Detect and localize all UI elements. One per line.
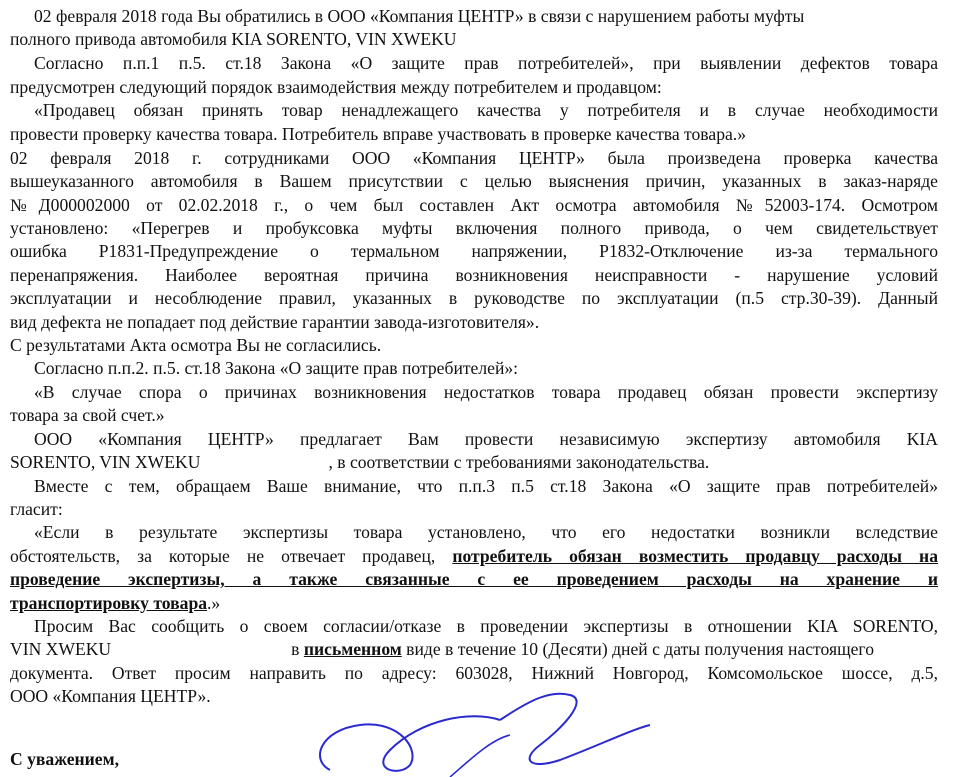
para2-line2: предусмотрен следующий порядок взаимодействия между потребителем и продавцом:	[10, 77, 662, 97]
signature-stroke-2	[500, 694, 650, 764]
para6-line1: ООО «Компания ЦЕНТР» предлагает Вам провести независимую экспертизу автомобиля KIA	[34, 429, 938, 449]
para7-line2: гласит:	[10, 499, 63, 519]
quote3-line4: транспортировку товара.»	[10, 593, 221, 613]
para4: С результатами Акта осмотра Вы не согласились.	[10, 335, 382, 355]
para8-line4: ООО «Компания ЦЕНТР».	[10, 686, 211, 706]
para8-line1: Просим Вас сообщить о своем согласии/отказе в проведении экспертизы в отношении KIA SORENTO,	[34, 616, 938, 636]
para3-line6: перенапряжения. Наиболее вероятная причина возникновения неисправности - нарушение условий	[10, 265, 938, 285]
quote2-line1: «В случае спора о причинах возникновения недостатков товара продавец обязан провести экспертизу	[34, 382, 938, 402]
para3-line1: 02 февраля 2018 г. сотрудниками ООО «Компания ЦЕНТР» была произведена проверка качества	[10, 148, 938, 168]
quote3-line1: «Если в результате экспертизы товара установлено, что его недостатки возникли вследствие	[34, 522, 938, 542]
para2-line1: Согласно п.п.1 п.5. ст.18 Закона «О защите прав потребителей», при выявлении дефектов товара	[34, 53, 938, 73]
para8-line3: документа. Ответ просим направить по адресу: 603028, Нижний Новгород, Комсомольское шоссе, д.5,	[10, 663, 938, 683]
para6-line2: SORENTO, VIN XWEKU , в соответствии с требованиями законодательства.	[10, 452, 710, 472]
quote3-line3: проведение экспертизы, а также связанные с ее проведением расходы на хранение и	[10, 569, 938, 589]
para8-line2: VIN XWEKU в письменном виде в течение 10 (Десяти) дней с даты получения настоящего	[10, 639, 875, 659]
para1-line2: полного привода автомобиля KIA SORENTO, VIN XWEKU	[10, 29, 457, 49]
para3-line2: вышеуказанного автомобиля в Вашем присутствии с целью выяснения причин, указанных в заказ-наряде	[10, 171, 938, 191]
quote3-line2: обстоятельств, за которые не отвечает продавец, потребитель обязан возместить продавцу расходы на	[10, 546, 938, 566]
quote1-line2: провести проверку качества товара. Потребитель вправе участвовать в проверке качества товара.»	[10, 124, 746, 144]
para1-line1: 02 февраля 2018 года Вы обратились в ООО «Компания ЦЕНТР» в связи с нарушением работы муфты	[34, 6, 805, 26]
para3-line3: №Д000002000 от 02.02.2018 г., о чем был составлен Акт осмотра автомобиля №52003-174. Осмотром	[10, 195, 938, 215]
quote1-line1: «Продавец обязан принять товар ненадлежащего качества у потребителя и в случае необходимости	[34, 100, 938, 120]
para5: Согласно п.п.2. п.5. ст.18 Закона «О защите прав потребителей»:	[34, 358, 519, 378]
signature-stroke-1	[320, 716, 500, 771]
closing-greeting: С уважением,	[10, 749, 119, 769]
quote2-line2: товара за свой счет.»	[10, 405, 165, 425]
para3-line7: эксплуатации и несоблюдение правил, указанных в руководстве по эксплуатации (п.5 стр.30-39). Данный	[10, 288, 938, 308]
para3-line5: ошибка P1831-Предупреждение о термальном напряжении, P1832-Отключение из-за термального	[10, 241, 938, 261]
written-form-emphasis: письменном	[303, 639, 402, 659]
signature-stroke-3	[450, 735, 510, 777]
underlined-emphasis: потребитель обязан возместить продавцу расходы на	[452, 546, 938, 566]
para3-line8: вид дефекта не попадает под действие гарантии завода-изготовителя».	[10, 312, 540, 332]
para7-line1: Вместе с тем, обращаем Ваше внимание, что п.п.3 п.5 ст.18 Закона «О защите прав потребителей»	[34, 476, 938, 496]
para3-line4: установлено: «Перегрев и пробуксовка муфты включения полного привода, о чем свидетельствует	[10, 218, 938, 238]
signature	[300, 690, 660, 777]
